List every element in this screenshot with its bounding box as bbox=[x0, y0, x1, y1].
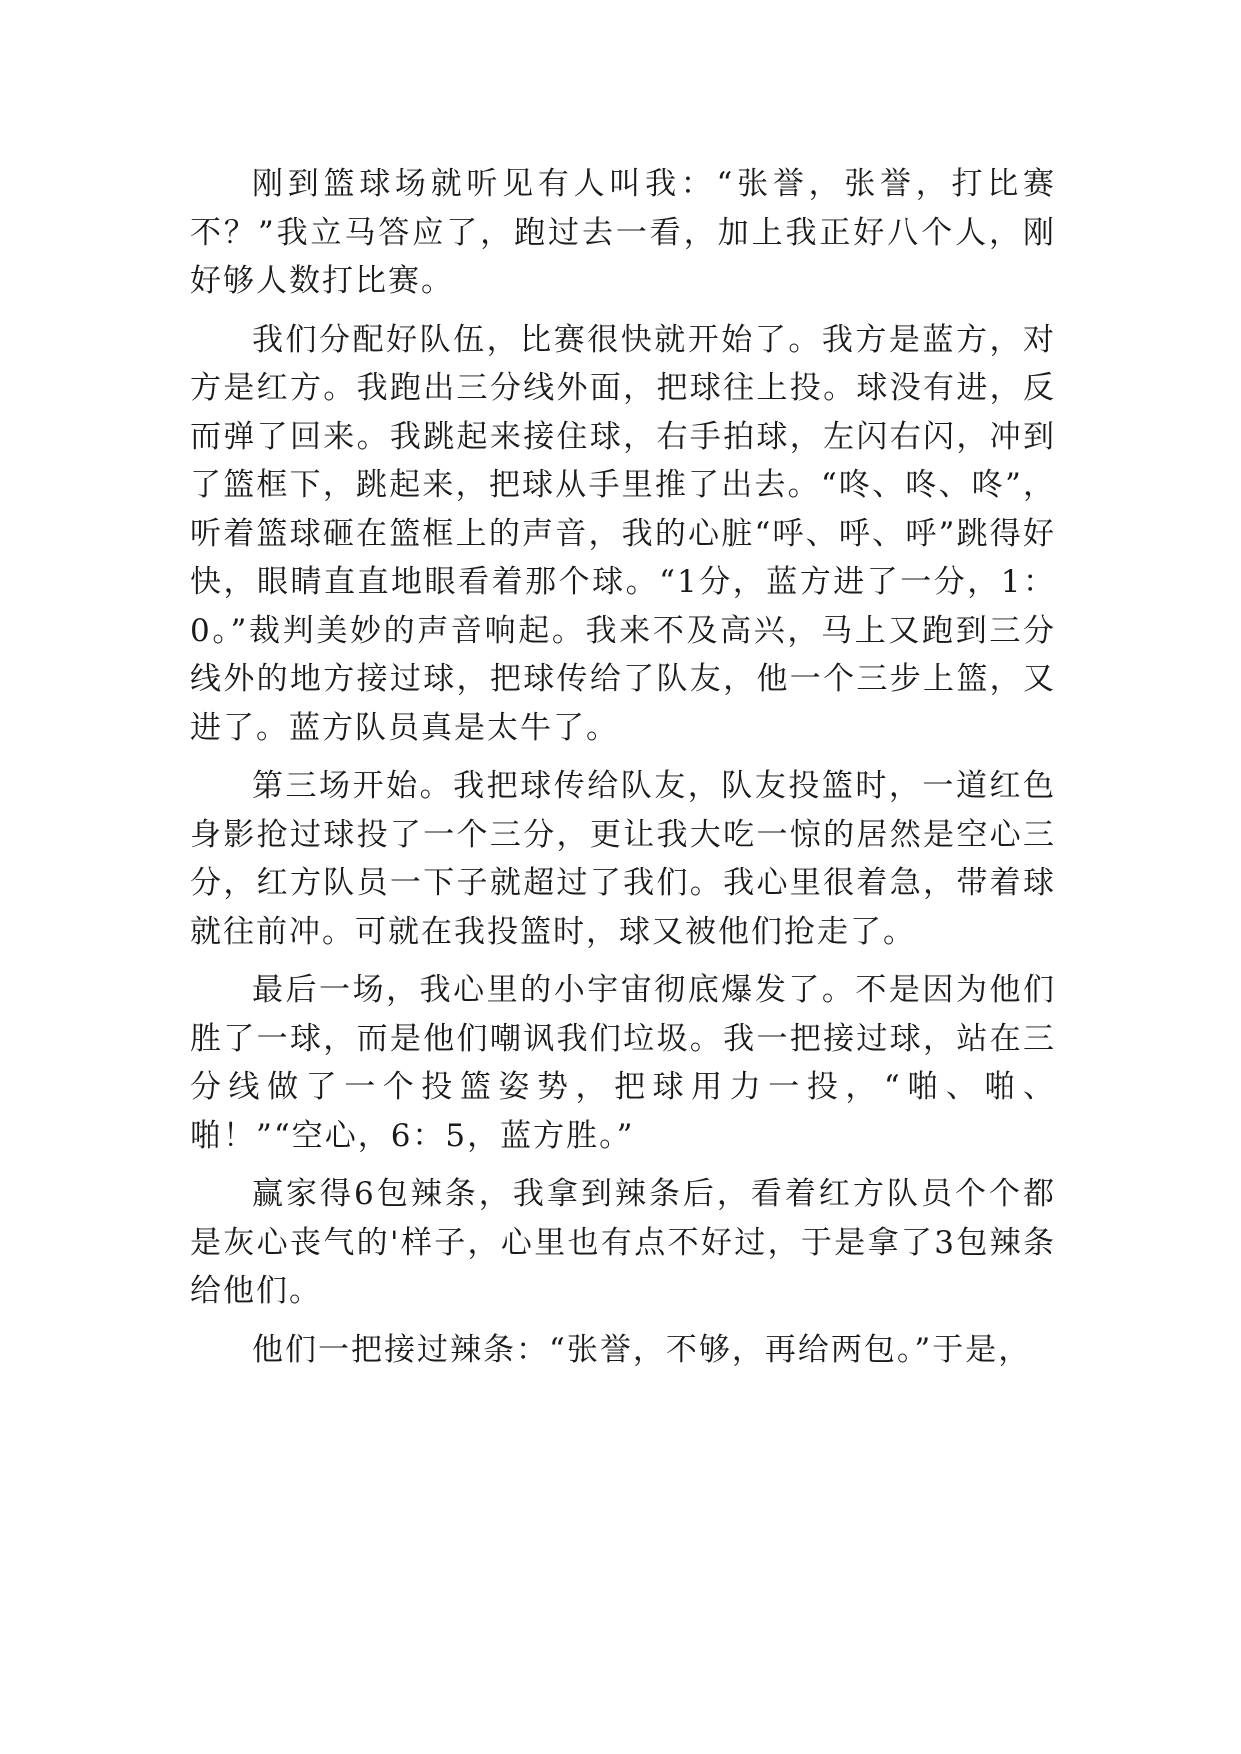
paragraph: 赢家得6包辣条，我拿到辣条后，看着红方队员个个都是灰心丧气的'样子，心里也有点不好过，于是拿了3包辣条给他们。 bbox=[190, 1176, 1056, 1309]
paragraph: 他们一把接过辣条：“张誉，不够，再给两包。”于是， bbox=[252, 1331, 1032, 1368]
paragraph: 第三场开始。我把球传给队友，队友投篮时，一道红色身影抢过球投了一个三分，更让我大吃一惊的居然是空心三分，红方队员一下子就超过了我们。我心里很着急，带着球就往前冲。可就在我投篮时，球又被他们抢走了。 bbox=[190, 768, 1056, 950]
document-body bbox=[190, 160, 1056, 1384]
paragraph: 最后一场，我心里的小宇宙彻底爆发了。不是因为他们胜了一球，而是他们嘲讽我们垃圾。我一把接过球，站在三分线做了一个投篮姿势，把球用力一投，“啪、啪、啪！”“空心，6：5，蓝方胜。” bbox=[190, 972, 1056, 1154]
paragraph: 刚到篮球场就听见有人叫我：“张誉，张誉，打比赛不？”我立马答应了，跑过去一看，加上我正好八个人，刚好够人数打比赛。 bbox=[190, 166, 1056, 299]
paragraph: 我们分配好队伍，比赛很快就开始了。我方是蓝方，对方是红方。我跑出三分线外面，把球往上投。球没有进，反而弹了回来。我跳起来接住球，右手拍球，左闪右闪，冲到了篮框下，跳起来，把球从手里推了出去。“咚、咚、咚”，听着篮球砸在篮框上的声音，我的心脏“呼、呼、呼”跳得好快，眼睛直直地眼看着那个球。“1分，蓝方进了一分，1：0。”裁判美妙的声音响起。我来不及高兴，马上又跑到三分线外的地方接过球，把球传给了队友，他一个三步上篮，又进了。蓝方队员真是太牛了。 bbox=[190, 321, 1056, 746]
